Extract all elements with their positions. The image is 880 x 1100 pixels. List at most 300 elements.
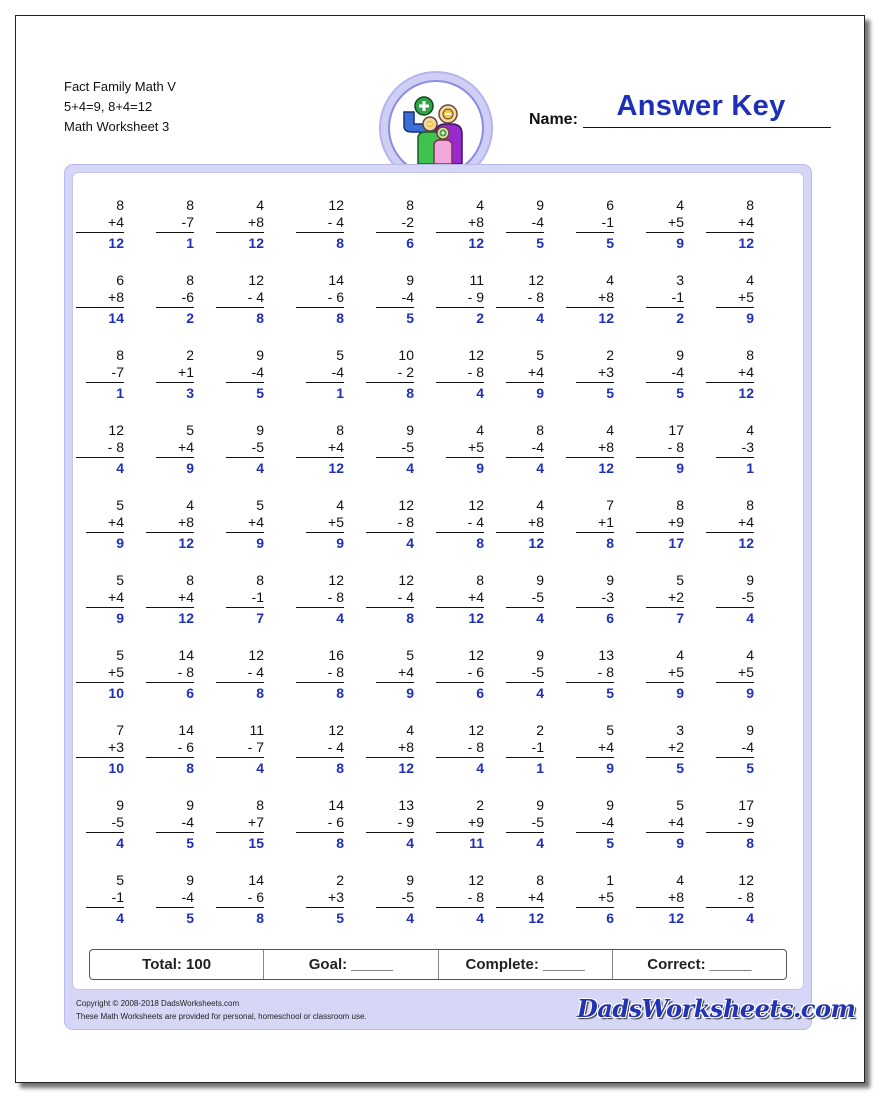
problem-line	[506, 382, 544, 383]
problem-top-number: 14	[328, 797, 344, 813]
problem-line	[296, 832, 344, 833]
problem-line	[636, 532, 684, 533]
problem-answer: 4	[746, 610, 754, 626]
problem-operator: -	[327, 814, 333, 830]
problem-top-number: 9	[536, 797, 544, 813]
problem-answer: 4	[116, 835, 124, 851]
problem	[506, 197, 544, 257]
problem-top-number: 8	[116, 347, 124, 363]
problem-second-number: 8	[606, 664, 614, 680]
problem-second-number: 4	[256, 364, 264, 380]
problem	[576, 572, 614, 632]
problem	[506, 347, 544, 407]
problem-operator: +	[738, 214, 747, 230]
problem-second-number: 5	[336, 514, 344, 530]
problem-second-number: 9	[746, 814, 754, 830]
problem-top-number: 9	[606, 572, 614, 588]
problem-top-number: 9	[536, 197, 544, 213]
problem-line	[436, 382, 484, 383]
problem-second-number: 8	[186, 514, 194, 530]
problem-second-number: 3	[336, 889, 344, 905]
problem-operator: +	[248, 814, 257, 830]
problem-operator: -	[531, 589, 537, 605]
problem-line	[86, 832, 124, 833]
problem-operand	[738, 889, 754, 905]
problem-answer: 4	[256, 760, 264, 776]
problem-operand	[738, 364, 754, 380]
problem-top-number: 8	[746, 497, 754, 513]
problem-top-number: 5	[116, 572, 124, 588]
problem-operator: +	[668, 589, 677, 605]
problem	[576, 347, 614, 407]
problem-answer: 12	[178, 535, 194, 551]
problem-second-number: 4	[336, 214, 344, 230]
problem-top-number: 5	[256, 497, 264, 513]
problem-top-number: 12	[398, 572, 414, 588]
problem-answer: 4	[476, 910, 484, 926]
problem-answer: 2	[476, 310, 484, 326]
problem-operator: +	[328, 514, 337, 530]
problem-answer: 9	[746, 685, 754, 701]
problem-second-number: 1	[536, 739, 544, 755]
problem-operator: +	[108, 514, 117, 530]
problem-second-number: 4	[676, 364, 684, 380]
problem	[446, 797, 484, 857]
problem-operand	[668, 439, 684, 455]
problem-line	[376, 307, 414, 308]
problem-line	[706, 532, 754, 533]
problem-second-number: 9	[406, 814, 414, 830]
problem-operand	[328, 514, 344, 530]
problem-answer: 17	[668, 535, 684, 551]
problem	[156, 647, 194, 707]
problem-operand	[178, 364, 194, 380]
problem-answer: 12	[178, 610, 194, 626]
problem-operator: -	[397, 589, 403, 605]
problem-top-number: 12	[328, 572, 344, 588]
problem-top-number: 2	[476, 797, 484, 813]
problem-answer: 8	[256, 685, 264, 701]
problem	[86, 497, 124, 557]
problem-top-number: 4	[476, 197, 484, 213]
problem-line	[706, 382, 754, 383]
problem-operand	[672, 289, 684, 305]
problem-operator: +	[668, 814, 677, 830]
problem-answer: 9	[536, 385, 544, 401]
problem-top-number: 13	[598, 647, 614, 663]
problem-operand	[742, 439, 754, 455]
problem-operand	[402, 289, 414, 305]
problem-line	[156, 907, 194, 908]
problem-second-number: 5	[536, 664, 544, 680]
problem-second-number: 8	[676, 439, 684, 455]
problem-line	[706, 232, 754, 233]
problem-operand	[112, 889, 124, 905]
problem-operand	[532, 664, 544, 680]
problem	[576, 197, 614, 257]
problem-operator: -	[327, 739, 333, 755]
problem-line	[296, 457, 344, 458]
problem-operand	[468, 814, 484, 830]
problem-operator: -	[737, 889, 743, 905]
problem-answer: 9	[116, 610, 124, 626]
problem	[576, 647, 614, 707]
problem-top-number: 5	[116, 497, 124, 513]
problem-operator: -	[327, 289, 333, 305]
problem-answer: 8	[406, 385, 414, 401]
problem-top-number: 12	[468, 497, 484, 513]
problem-answer: 15	[248, 835, 264, 851]
problem-operator: +	[398, 739, 407, 755]
problem-top-number: 12	[468, 872, 484, 888]
problem-answer: 9	[256, 535, 264, 551]
problem-operand	[602, 589, 614, 605]
problem	[716, 347, 754, 407]
problem-operator: +	[248, 214, 257, 230]
worksheet-title: Fact Family Math V	[64, 79, 176, 94]
problem-second-number: 6	[476, 664, 484, 680]
problem-second-number: 1	[256, 589, 264, 605]
problem-line	[156, 232, 194, 233]
problem-line	[576, 232, 614, 233]
problem-line	[376, 232, 414, 233]
problem	[156, 572, 194, 632]
problem-operator: +	[328, 889, 337, 905]
problem-line	[436, 907, 484, 908]
problem-line	[76, 232, 124, 233]
problem-operand	[182, 214, 194, 230]
problem	[716, 647, 754, 707]
problem	[376, 647, 414, 707]
problem-top-number: 12	[248, 647, 264, 663]
problem-operand	[598, 439, 614, 455]
problem-second-number: 4	[186, 439, 194, 455]
problem-answer: 4	[476, 760, 484, 776]
problem-answer: 3	[186, 385, 194, 401]
problem-operand	[668, 514, 684, 530]
problem-line	[296, 682, 344, 683]
problem-operand	[328, 289, 344, 305]
problem-second-number: 5	[676, 214, 684, 230]
problem-operator: +	[108, 289, 117, 305]
problem	[376, 497, 414, 557]
problem-line	[296, 232, 344, 233]
problem-line	[296, 757, 344, 758]
problem-top-number: 2	[186, 347, 194, 363]
problem-operand	[532, 439, 544, 455]
problem-line	[146, 532, 194, 533]
problem-answer: 11	[469, 835, 484, 851]
problem-operator: -	[111, 364, 117, 380]
problem-line	[506, 232, 544, 233]
problem-top-number: 4	[746, 422, 754, 438]
problem-operand	[398, 364, 414, 380]
problem-answer: 14	[108, 310, 124, 326]
problem-second-number: 4	[536, 364, 544, 380]
problem-operand	[108, 439, 124, 455]
problem-top-number: 4	[186, 497, 194, 513]
problem-answer: 8	[336, 235, 344, 251]
problem-second-number: 8	[186, 664, 194, 680]
problem-answer: 8	[336, 310, 344, 326]
problem	[506, 722, 544, 782]
problem-second-number: 1	[186, 364, 194, 380]
problem-operator: -	[401, 889, 407, 905]
problem-line	[576, 907, 614, 908]
problem-second-number: 5	[256, 439, 264, 455]
footer-text	[76, 997, 367, 1023]
problem-answer: 9	[676, 235, 684, 251]
problem-operand	[668, 889, 684, 905]
dadsworksheets-logo: DadsWorksheets.com	[577, 994, 856, 1023]
problem-operator: +	[108, 739, 117, 755]
problem-operand	[328, 814, 344, 830]
problem-operand	[532, 739, 544, 755]
problem-operand	[402, 889, 414, 905]
problem-answer: 8	[256, 910, 264, 926]
problem-line	[366, 607, 414, 608]
problem-line	[366, 757, 414, 758]
problem-second-number: 1	[606, 514, 614, 530]
problem-answer: 12	[598, 460, 614, 476]
problem-second-number: 1	[606, 214, 614, 230]
problem-operator: +	[178, 514, 187, 530]
problem-answer: 12	[328, 460, 344, 476]
problem-line	[716, 307, 754, 308]
problem-operator: +	[108, 664, 117, 680]
problem-operator: +	[328, 439, 337, 455]
problem-operand	[252, 439, 264, 455]
problem-answer: 9	[406, 685, 414, 701]
problem-top-number: 12	[328, 197, 344, 213]
problem-line	[76, 682, 124, 683]
problem-second-number: 8	[746, 889, 754, 905]
problem-top-number: 5	[186, 422, 194, 438]
problem-top-number: 4	[256, 197, 264, 213]
problem-answer: 5	[746, 760, 754, 776]
problem-second-number: 4	[746, 364, 754, 380]
problem-line	[376, 457, 414, 458]
problem-operator: -	[251, 364, 257, 380]
problem-operand	[598, 739, 614, 755]
problem-operator: -	[531, 214, 537, 230]
problem-line	[496, 307, 544, 308]
worksheet-header	[64, 77, 176, 137]
problem-operator: -	[181, 289, 187, 305]
problem-operand	[108, 514, 124, 530]
problem-operand	[248, 889, 264, 905]
problem-top-number: 13	[398, 797, 414, 813]
problem-second-number: 5	[746, 664, 754, 680]
problem-operator: +	[528, 514, 537, 530]
problem	[506, 572, 544, 632]
problem-top-number: 5	[116, 872, 124, 888]
problem-top-number: 9	[536, 647, 544, 663]
problem-line	[436, 832, 484, 833]
problem-operand	[668, 814, 684, 830]
problem-operand	[468, 364, 484, 380]
problem-top-number: 17	[668, 422, 684, 438]
problem	[86, 872, 124, 932]
problem-second-number: 4	[116, 589, 124, 605]
problem-second-number: 7	[116, 364, 124, 380]
problem-answer: 6	[186, 685, 194, 701]
problem-second-number: 5	[606, 889, 614, 905]
problem-operator: +	[738, 364, 747, 380]
problem-second-number: 4	[256, 664, 264, 680]
problem	[646, 722, 684, 782]
problem-operator: -	[401, 214, 407, 230]
problem	[446, 422, 484, 482]
problem-top-number: 9	[536, 572, 544, 588]
problem-top-number: 5	[676, 797, 684, 813]
problem-top-number: 8	[536, 872, 544, 888]
problem	[306, 722, 344, 782]
problem-operand	[468, 214, 484, 230]
problem-answer: 5	[536, 235, 544, 251]
problem	[446, 647, 484, 707]
problem-answer: 5	[186, 835, 194, 851]
problem-top-number: 8	[256, 797, 264, 813]
problem-operator: +	[178, 364, 187, 380]
problem-top-number: 4	[536, 497, 544, 513]
problem-second-number: 4	[746, 739, 754, 755]
problem	[376, 797, 414, 857]
problem-top-number: 8	[186, 197, 194, 213]
problem-line	[216, 832, 264, 833]
problem-operator: -	[327, 589, 333, 605]
problem-line	[496, 532, 544, 533]
problem-operator: -	[181, 814, 187, 830]
problem-second-number: 5	[746, 589, 754, 605]
problem-line	[436, 232, 484, 233]
problem-operand	[468, 514, 484, 530]
problem-line	[76, 307, 124, 308]
problem-operator: -	[247, 739, 253, 755]
problem-operator: +	[738, 664, 747, 680]
problem-top-number: 9	[186, 797, 194, 813]
problem	[646, 497, 684, 557]
problem-operand	[112, 814, 124, 830]
problem-line	[436, 757, 484, 758]
problem-second-number: 1	[116, 889, 124, 905]
problem-answer: 1	[336, 385, 344, 401]
problem-answer: 2	[676, 310, 684, 326]
problem-operator: +	[528, 889, 537, 905]
problem-operand	[668, 589, 684, 605]
problem-operand	[528, 889, 544, 905]
problem	[376, 347, 414, 407]
problem-answer: 10	[108, 685, 124, 701]
problem-line	[156, 307, 194, 308]
problem-operator: +	[598, 739, 607, 755]
fact-family-people-icon	[390, 82, 482, 174]
problem-operand	[178, 439, 194, 455]
problem-line	[216, 907, 264, 908]
problem-operand	[668, 739, 684, 755]
problem-second-number: 4	[606, 739, 614, 755]
problem-answer: 6	[476, 685, 484, 701]
problem-answer: 9	[676, 685, 684, 701]
problem-answer: 12	[468, 235, 484, 251]
problem-answer: 8	[336, 685, 344, 701]
problem-second-number: 8	[476, 214, 484, 230]
problem-answer: 9	[336, 535, 344, 551]
score-bar	[89, 949, 787, 980]
problem-line	[226, 382, 264, 383]
problem-answer: 7	[256, 610, 264, 626]
problem-operand	[248, 664, 264, 680]
problem-second-number: 8	[676, 889, 684, 905]
problem-second-number: 5	[406, 439, 414, 455]
problem-operator: +	[468, 439, 477, 455]
problem	[376, 572, 414, 632]
problem	[376, 722, 414, 782]
problem-top-number: 11	[249, 722, 264, 738]
problem-second-number: 4	[186, 889, 194, 905]
problem-line	[646, 232, 684, 233]
problem-second-number: 9	[476, 814, 484, 830]
problem	[226, 347, 264, 407]
problem-top-number: 8	[336, 422, 344, 438]
problem	[716, 722, 754, 782]
problem-operator: +	[108, 589, 117, 605]
problem-answer: 12	[668, 910, 684, 926]
problem-second-number: 4	[406, 664, 414, 680]
problem-operand	[602, 214, 614, 230]
problem-top-number: 4	[336, 497, 344, 513]
problem-operand	[468, 664, 484, 680]
problem-answer: 1	[186, 235, 194, 251]
problem-answer: 8	[406, 610, 414, 626]
problem-answer: 12	[738, 385, 754, 401]
problem	[446, 197, 484, 257]
problem-operator: -	[527, 289, 533, 305]
problem-line	[576, 607, 614, 608]
problem-answer: 2	[186, 310, 194, 326]
problem-operand	[598, 364, 614, 380]
problem-line	[646, 682, 684, 683]
problem-operator: -	[467, 664, 473, 680]
problem-answer: 4	[476, 385, 484, 401]
problem-line	[86, 532, 124, 533]
problem-second-number: 4	[186, 814, 194, 830]
problem	[226, 572, 264, 632]
problem-operator: -	[327, 664, 333, 680]
problem	[506, 422, 544, 482]
problem-operator: -	[401, 439, 407, 455]
problem-answer: 1	[746, 460, 754, 476]
problem-operand	[178, 664, 194, 680]
problem-top-number: 8	[476, 572, 484, 588]
problem-answer: 8	[476, 535, 484, 551]
problem-operator: +	[668, 664, 677, 680]
problem-answer: 4	[116, 460, 124, 476]
problem-answer: 12	[528, 910, 544, 926]
problem	[646, 872, 684, 932]
problem	[446, 272, 484, 332]
problem-second-number: 8	[606, 439, 614, 455]
problem-line	[646, 607, 684, 608]
problem	[716, 872, 754, 932]
problem	[156, 347, 194, 407]
problem-top-number: 14	[328, 272, 344, 288]
problem	[576, 497, 614, 557]
problem-operator: -	[247, 664, 253, 680]
problem	[716, 422, 754, 482]
problem	[306, 572, 344, 632]
problem-second-number: 8	[256, 214, 264, 230]
